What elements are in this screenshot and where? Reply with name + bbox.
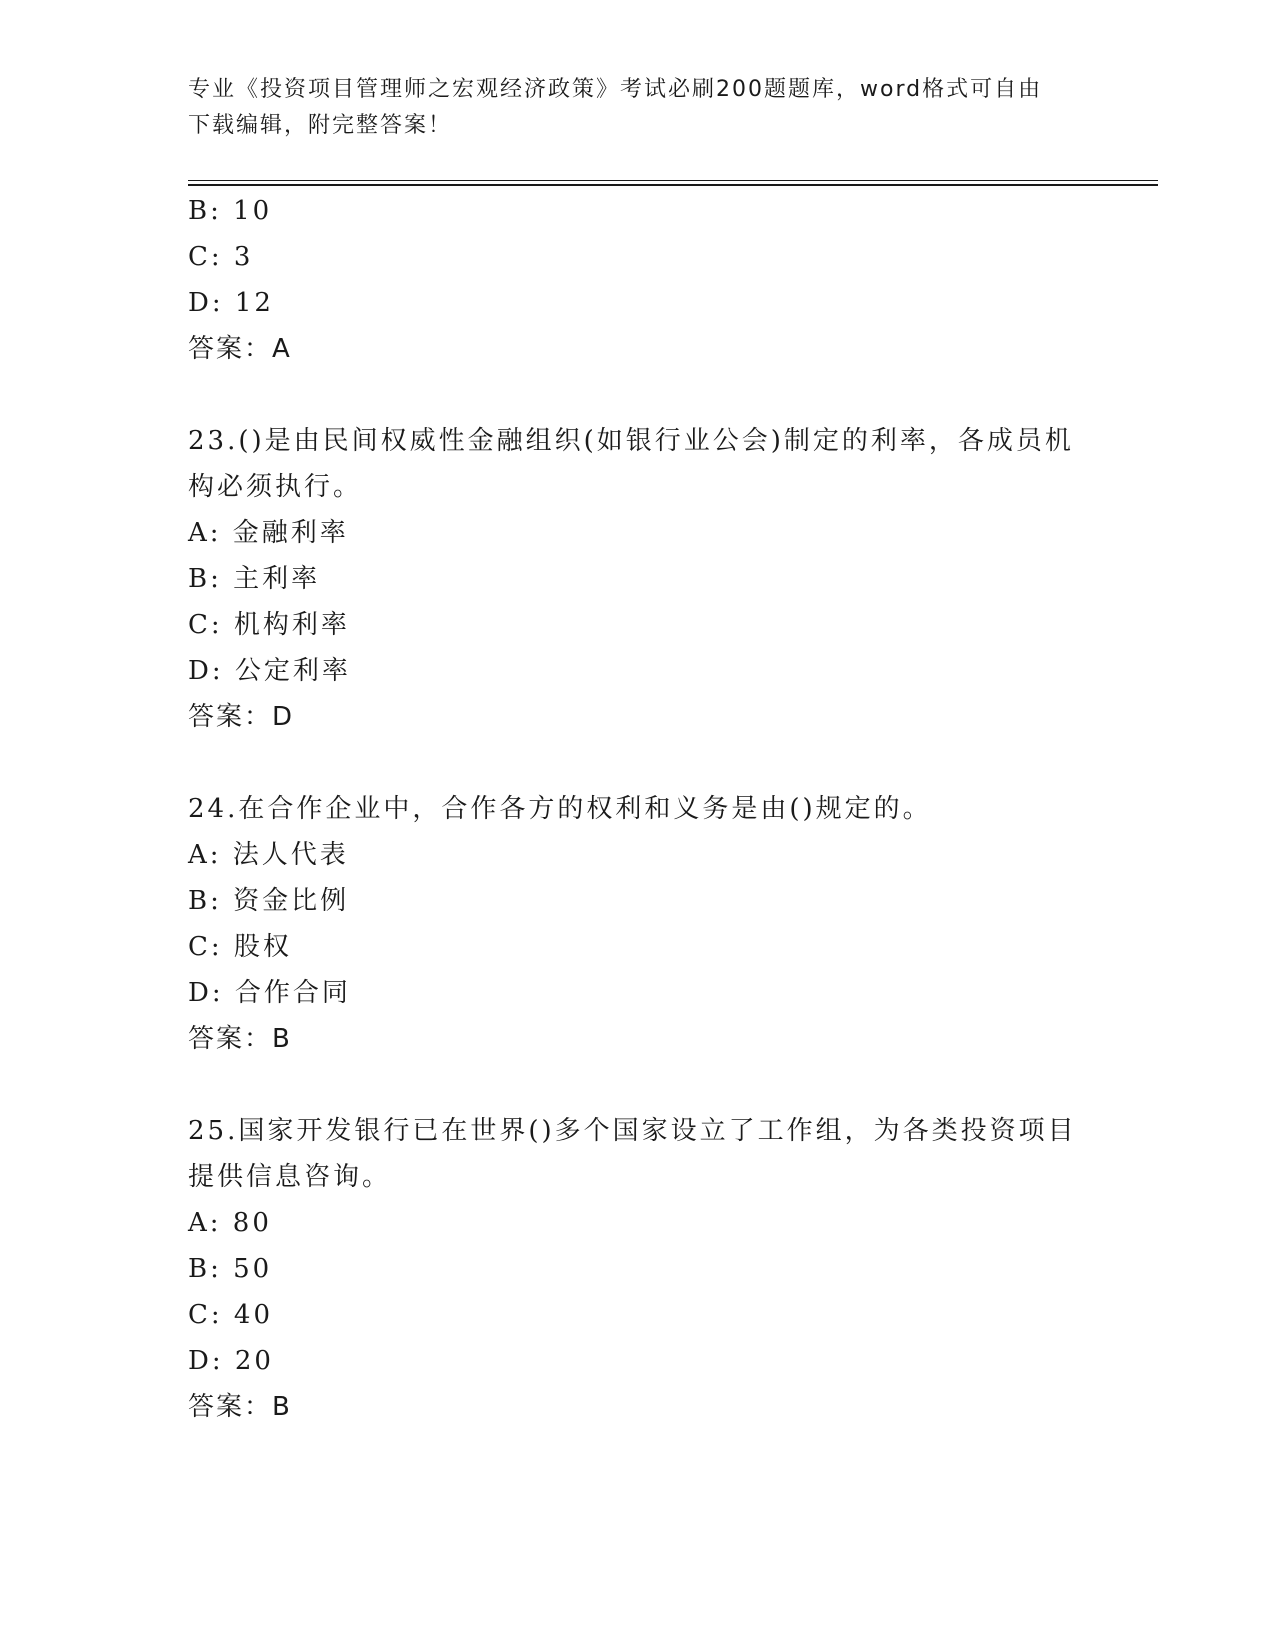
question-stem: 25.国家开发银行已在世界()多个国家设立了工作组，为各类投资项目 bbox=[188, 1116, 1077, 1146]
option-a: A: 法人代表 bbox=[188, 840, 349, 870]
question-list bbox=[188, 188, 1088, 1430]
question-stem: 24.在合作企业中，合作各方的权利和义务是由()规定的。 bbox=[188, 794, 932, 824]
option-b: B: 10 bbox=[188, 196, 273, 226]
option-b: B: 50 bbox=[188, 1254, 273, 1284]
answer-line: 答案：B bbox=[188, 1024, 292, 1054]
option-d: D: 公定利率 bbox=[188, 656, 351, 686]
option-a: A: 80 bbox=[188, 1208, 272, 1238]
option-c: C: 股权 bbox=[188, 932, 292, 962]
header-divider-top bbox=[188, 180, 1158, 181]
answer-line: 答案：B bbox=[188, 1392, 292, 1422]
question-stem-continued: 提供信息咨询。 bbox=[188, 1162, 392, 1192]
question-stem-continued: 构必须执行。 bbox=[188, 472, 363, 502]
answer-line: 答案：D bbox=[188, 702, 295, 732]
option-a: A: 金融利率 bbox=[188, 518, 349, 548]
answer-line: 答案：A bbox=[188, 334, 292, 364]
question-24 bbox=[188, 786, 1088, 1062]
option-b: B: 资金比例 bbox=[188, 886, 350, 916]
question-23 bbox=[188, 418, 1088, 740]
header-line-1: 专业《投资项目管理师之宏观经济政策》考试必刷200题题库，word格式可自由 bbox=[188, 77, 1043, 102]
option-d: D: 12 bbox=[188, 288, 274, 318]
option-d: D: 20 bbox=[188, 1346, 274, 1376]
option-c: C: 3 bbox=[188, 242, 254, 272]
option-d: D: 合作合同 bbox=[188, 978, 351, 1008]
option-b: B: 主利率 bbox=[188, 564, 321, 594]
option-c: C: 机构利率 bbox=[188, 610, 350, 640]
question-continuation bbox=[188, 188, 1088, 372]
header-divider-bottom bbox=[188, 184, 1158, 186]
document-header bbox=[188, 72, 1068, 144]
question-stem: 23.()是由民间权威性金融组织(如银行业公会)制定的利率，各成员机 bbox=[188, 426, 1074, 456]
option-c: C: 40 bbox=[188, 1300, 274, 1330]
header-line-2: 下载编辑，附完整答案！ bbox=[188, 113, 453, 138]
question-25 bbox=[188, 1108, 1088, 1430]
